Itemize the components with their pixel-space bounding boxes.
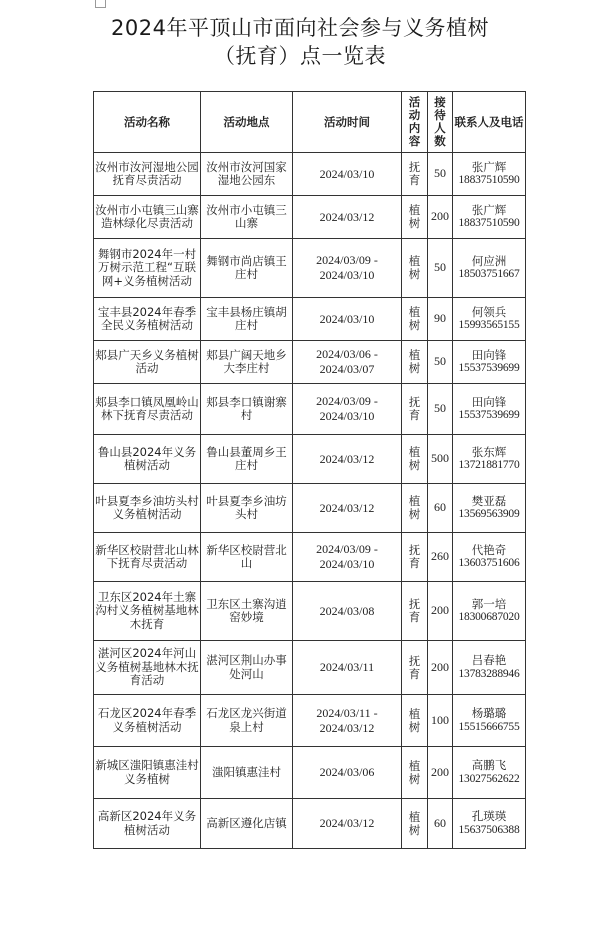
activity-location-cell: 新华区校尉营北山 xyxy=(201,533,293,582)
activity-content-cell: 抚育 xyxy=(402,641,428,695)
activity-name-cell: 鲁山县2024年义务植树活动 xyxy=(94,435,201,484)
checkbox-artifact xyxy=(95,0,106,8)
activity-name-cell: 汝州市小屯镇三山寨造林绿化尽责活动 xyxy=(94,196,201,239)
activity-name-cell: 石龙区2024年春季义务植树活动 xyxy=(94,695,201,747)
contact-cell xyxy=(453,695,526,747)
activity-name-cell: 郏县广天乡义务植树活动 xyxy=(94,341,201,384)
activity-time-cell: 2024/03/11 - 2024/03/12 xyxy=(293,695,402,747)
contact-phone: 18837510590 xyxy=(458,174,520,186)
capacity-cell: 200 xyxy=(428,641,453,695)
activity-content-cell: 植树 xyxy=(402,695,428,747)
table-row xyxy=(94,533,526,582)
activity-content-cell: 抚育 xyxy=(402,384,428,435)
contact-phone: 13721881770 xyxy=(458,459,520,471)
activity-content-cell: 植树 xyxy=(402,341,428,384)
table-header-row xyxy=(94,92,526,153)
activity-name-cell: 卫东区2024年土寨沟村义务植树基地林木抚育 xyxy=(94,582,201,641)
table-row xyxy=(94,298,526,341)
activity-location-cell: 舞钢市尚店镇王庄村 xyxy=(201,239,293,298)
activity-content-cell: 抚育 xyxy=(402,582,428,641)
contact-cell xyxy=(453,341,526,384)
contact-person: 田向锋 xyxy=(471,347,507,362)
activity-name-cell: 舞钢市2024年一村万树示范工程“互联网+义务植树活动 xyxy=(94,239,201,298)
contact-person: 张广辉 xyxy=(471,159,507,174)
activity-name-cell: 高新区2024年义务植树活动 xyxy=(94,799,201,849)
contact-phone: 15537539699 xyxy=(458,409,520,421)
contact-phone: 18503751667 xyxy=(458,268,520,280)
activity-name-cell: 宝丰县2024年春季全民义务植树活动 xyxy=(94,298,201,341)
contact-phone: 18300687020 xyxy=(458,611,520,623)
contact-cell xyxy=(453,435,526,484)
contact-phone: 15993565155 xyxy=(458,319,520,331)
capacity-cell: 200 xyxy=(428,747,453,799)
contact-person: 孔瑛瑛 xyxy=(471,809,507,823)
contact-cell xyxy=(453,747,526,799)
activity-time-cell: 2024/03/06 xyxy=(293,747,402,799)
table-row xyxy=(94,799,526,849)
contact-cell xyxy=(453,641,526,695)
table-row xyxy=(94,695,526,747)
header-capacity: 接待人数 xyxy=(428,92,453,153)
table-row xyxy=(94,341,526,384)
table-row xyxy=(94,641,526,695)
contact-phone: 13027562622 xyxy=(458,772,520,785)
contact-cell xyxy=(453,153,526,196)
activity-time-cell: 2024/03/12 xyxy=(293,484,402,533)
activity-location-cell: 汝州市汝河国家湿地公园东 xyxy=(201,153,293,196)
activity-name-cell: 新华区校尉营北山林下抚育尽责活动 xyxy=(94,533,201,582)
table-row xyxy=(94,196,526,239)
contact-cell xyxy=(453,298,526,341)
contact-phone: 15537539699 xyxy=(458,362,520,374)
activity-location-cell: 滍阳镇惠洼村 xyxy=(201,747,293,799)
contact-cell xyxy=(453,582,526,641)
planting-sites-table xyxy=(93,91,526,849)
activity-content-cell: 植树 xyxy=(402,298,428,341)
activity-content-cell: 植树 xyxy=(402,747,428,799)
activity-time-cell: 2024/03/10 xyxy=(293,153,402,196)
contact-phone: 13783288946 xyxy=(458,667,520,680)
activity-time-cell: 2024/03/11 xyxy=(293,641,402,695)
activity-location-cell: 宝丰县杨庄镇胡庄村 xyxy=(201,298,293,341)
table-row xyxy=(94,747,526,799)
activity-time-cell: 2024/03/09 - 2024/03/10 xyxy=(293,239,402,298)
capacity-cell: 60 xyxy=(428,484,453,533)
contact-person: 杨璐璐 xyxy=(471,706,507,720)
contact-person: 何应洲 xyxy=(471,253,507,268)
activity-location-cell: 鲁山县董周乡王庄村 xyxy=(201,435,293,484)
activity-time-cell: 2024/03/09 - 2024/03/10 xyxy=(293,533,402,582)
activity-content-cell: 抚育 xyxy=(402,153,428,196)
capacity-cell: 90 xyxy=(428,298,453,341)
table-row xyxy=(94,582,526,641)
table-row xyxy=(94,435,526,484)
contact-person: 张广辉 xyxy=(471,202,507,217)
contact-person: 代艳奇 xyxy=(471,542,507,557)
activity-location-cell: 郏县李口镇谢寨村 xyxy=(201,384,293,435)
activity-time-cell: 2024/03/06 - 2024/03/07 xyxy=(293,341,402,384)
contact-phone: 15637506388 xyxy=(458,823,520,836)
table-row xyxy=(94,384,526,435)
activity-content-cell: 抚育 xyxy=(402,533,428,582)
table-row xyxy=(94,484,526,533)
activity-name-cell: 湛河区2024年河山义务植树基地林木抚育活动 xyxy=(94,641,201,695)
contact-person: 何领兵 xyxy=(471,304,507,319)
activity-time-cell: 2024/03/12 xyxy=(293,799,402,849)
activity-time-cell: 2024/03/08 xyxy=(293,582,402,641)
contact-cell xyxy=(453,239,526,298)
capacity-cell: 50 xyxy=(428,341,453,384)
page-title: 2024年平顶山市面向社会参与义务植树 xyxy=(111,16,489,40)
capacity-cell: 100 xyxy=(428,695,453,747)
capacity-cell: 260 xyxy=(428,533,453,582)
activity-location-cell: 卫东区土寨沟逍窑妙境 xyxy=(201,582,293,641)
capacity-cell: 200 xyxy=(428,196,453,239)
contact-phone: 18837510590 xyxy=(458,217,520,229)
contact-cell xyxy=(453,799,526,849)
activity-location-cell: 郏县广阔天地乡大李庄村 xyxy=(201,341,293,384)
activity-time-cell: 2024/03/09 - 2024/03/10 xyxy=(293,384,402,435)
contact-person: 吕春艳 xyxy=(471,653,507,667)
activity-content-cell: 植树 xyxy=(402,239,428,298)
page-subtitle: （抚育）点一览表 xyxy=(214,44,386,68)
contact-phone: 13603751606 xyxy=(458,557,520,569)
contact-cell xyxy=(453,196,526,239)
activity-location-cell: 湛河区荆山办事处河山 xyxy=(201,641,293,695)
contact-cell xyxy=(453,533,526,582)
activity-name-cell: 新城区滍阳镇惠洼村义务植树 xyxy=(94,747,201,799)
activity-location-cell: 叶县夏李乡油坊头村 xyxy=(201,484,293,533)
contact-phone: 15515666755 xyxy=(458,720,520,733)
activity-name-cell: 叶县夏李乡油坊头村义务植树活动 xyxy=(94,484,201,533)
activity-time-cell: 2024/03/12 xyxy=(293,435,402,484)
capacity-cell: 200 xyxy=(428,582,453,641)
activity-name-cell: 汝州市汝河湿地公园抚育尽责活动 xyxy=(94,153,201,196)
header-contact: 联系人及电话 xyxy=(453,92,526,153)
activity-content-cell: 植树 xyxy=(402,196,428,239)
activity-content-cell: 植树 xyxy=(402,484,428,533)
header-activity-content: 活动内容 xyxy=(402,92,428,153)
capacity-cell: 60 xyxy=(428,799,453,849)
table-row xyxy=(94,239,526,298)
capacity-cell: 50 xyxy=(428,153,453,196)
activity-location-cell: 汝州市小屯镇三山寨 xyxy=(201,196,293,239)
table-body xyxy=(94,153,526,849)
contact-cell xyxy=(453,384,526,435)
table-row xyxy=(94,153,526,196)
contact-phone: 13569563909 xyxy=(458,508,520,520)
activity-location-cell: 高新区遵化店镇 xyxy=(201,799,293,849)
activity-content-cell: 植树 xyxy=(402,799,428,849)
contact-cell xyxy=(453,484,526,533)
capacity-cell: 50 xyxy=(428,239,453,298)
header-activity-location: 活动地点 xyxy=(201,92,293,153)
contact-person: 田向锋 xyxy=(471,394,507,409)
header-activity-time: 活动时间 xyxy=(293,92,402,153)
contact-person: 郭一培 xyxy=(471,596,507,611)
activity-location-cell: 石龙区龙兴街道泉上村 xyxy=(201,695,293,747)
activity-content-cell: 植树 xyxy=(402,435,428,484)
contact-person: 张东辉 xyxy=(471,444,507,459)
contact-person: 樊亚磊 xyxy=(471,493,507,508)
capacity-cell: 500 xyxy=(428,435,453,484)
activity-name-cell: 郏县李口镇凤凰岭山林下抚育尽责活动 xyxy=(94,384,201,435)
activity-time-cell: 2024/03/12 xyxy=(293,196,402,239)
header-activity-name: 活动名称 xyxy=(94,92,201,153)
activity-time-cell: 2024/03/10 xyxy=(293,298,402,341)
capacity-cell: 50 xyxy=(428,384,453,435)
contact-person: 高鹏飞 xyxy=(471,758,507,772)
